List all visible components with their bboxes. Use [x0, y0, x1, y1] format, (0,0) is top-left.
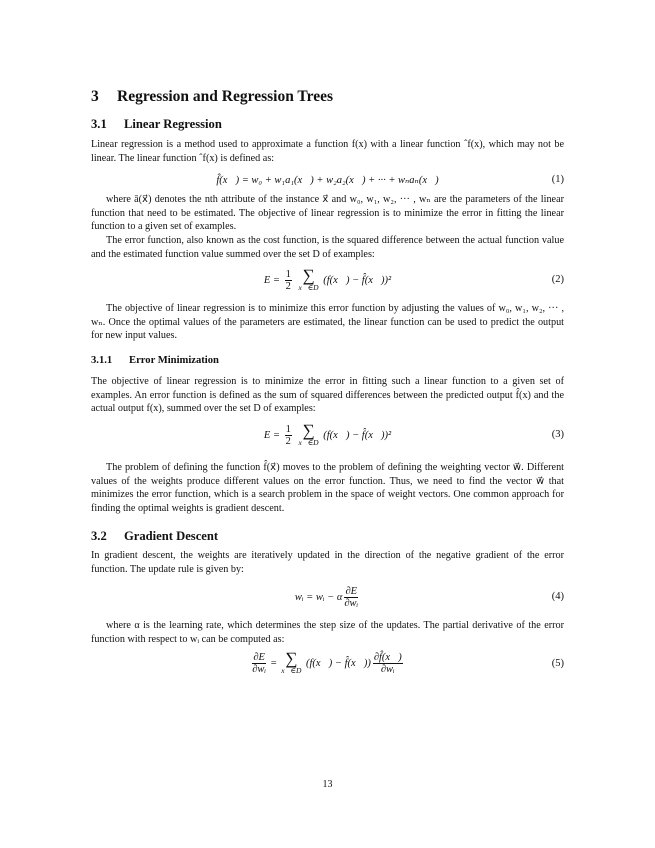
half-numerator: 1 — [285, 269, 291, 280]
paragraph-gradient-descent: In gradient descent, the weights are iteratively updated in the direction of the negative gradient of the error function. The update rule is given by: — [91, 550, 564, 575]
equation-1-body: f̂(x⃗) = w₀ + w₁a₁(x⃗) + w₂a₂(x⃗) + ··· + wₙaₙ(x⃗) — [216, 175, 439, 186]
fraction-denominator: ∂wᵢ — [380, 664, 395, 675]
subsection-number: 3.1 — [91, 117, 107, 131]
sum-symbol: ∑ — [285, 649, 298, 668]
fraction-denominator: ∂wᵢ — [252, 664, 267, 675]
subsection-number: 3.2 — [91, 529, 107, 543]
fraction-numerator: ∂E — [253, 652, 265, 663]
equation-5-body — [91, 651, 564, 676]
equation-3-tag: (3) — [551, 429, 564, 440]
equation-2 — [91, 268, 564, 302]
subsection-heading-linear-regression — [91, 117, 222, 132]
paragraph-weighting-vector: The problem of defining the function f̂(x⃗) moves to the problem of defining the weighting vector w⃗. Different values of the weights produce different values on the error function. Thus, we need to find the vector w⃗ that minimizes the error function, which is a search problem in the space of weight vectors. One common approach for finding the optimal weights is gradient descent. — [91, 462, 564, 514]
paragraph-learning-rate: where α is the learning rate, which determines the step size of the updates. The partial derivative of the error function with respect to wᵢ can be computed as: — [91, 620, 564, 645]
equation-2-rhs: (f(x⃗) − f̂(x⃗))² — [323, 274, 392, 286]
paragraph-attributes: where ā(x⃗) denotes the nth attribute of the instance x⃗ and w₀, w₁, w₂, ··· , wₙ are the parameters of the linear function that need to be estimated. The objective of linear regression is to minimize the error in fitting the linear function to a given set of examples. — [91, 194, 564, 233]
equation-2-tag: (2) — [551, 274, 564, 285]
equation-2-body — [91, 268, 564, 293]
equation-5-rhs-fraction — [373, 652, 403, 675]
fraction-numerator: ∂E — [345, 586, 358, 597]
paragraph-objective: The objective of linear regression is to minimize this error function by adjusting the values of w₀, w₁, w₂, ··· , wₙ. Once the optimal values of the parameters are estimated, the linear function can be used to predict the output for new input values. — [91, 303, 564, 342]
equation-5-sum — [281, 651, 301, 676]
subsubsection-heading-error-minimization — [91, 355, 219, 366]
paragraph-error-minimization: The objective of linear regression is to minimize the error in fitting such a linear function to a given set of examples. An error function is defined as the sum of squared differences between the predicted output f̂(x) and the actual output f(x), summed over the set D of examples: — [91, 376, 564, 415]
subsection-title: Gradient Descent — [124, 529, 219, 543]
equation-4 — [91, 586, 564, 616]
subsection-title: Linear Regression — [124, 117, 222, 131]
paragraph-error-function: The error function, also known as the cost function, is the squared difference between the actual function value and the estimated function value summed over the set D of examples: — [91, 235, 564, 260]
equation-5-equals: = — [270, 657, 277, 669]
fraction-denominator: ∂wᵢ — [344, 598, 359, 609]
equation-5 — [91, 651, 564, 687]
sum-index: x⃗∈D — [281, 666, 302, 675]
equation-2-sum — [298, 268, 318, 293]
equation-2-lhs: E = — [263, 274, 280, 286]
section-heading — [91, 88, 333, 106]
subsection-heading-gradient-descent — [91, 529, 218, 544]
equation-3 — [91, 423, 564, 457]
half-denominator: 2 — [285, 436, 291, 447]
sum-symbol: ∑ — [302, 266, 315, 285]
equation-3-half — [285, 424, 292, 447]
sum-index: x⃗∈D — [298, 283, 319, 292]
half-numerator: 1 — [285, 424, 291, 435]
equation-2-half — [285, 269, 292, 292]
paragraph-intro: Linear regression is a method used to approximate a function f(x) with a linear function ˆf(x), which may not be linear. The linear function ˆf(x) is defined as: — [91, 139, 564, 164]
equation-3-rhs: (f(x⃗) − f̂(x⃗))² — [323, 429, 392, 441]
equation-4-lhs: wᵢ = wᵢ − α — [294, 591, 343, 603]
equation-1-tag: (1) — [551, 174, 564, 185]
equation-3-lhs: E = — [263, 429, 280, 441]
section-number: 3 — [91, 88, 99, 105]
half-denominator: 2 — [285, 281, 291, 292]
equation-5-lhs-fraction — [252, 652, 266, 675]
subsubsection-number: 3.1.1 — [91, 355, 113, 366]
subsubsection-title: Error Minimization — [129, 355, 219, 366]
equation-5-tag: (5) — [551, 658, 564, 669]
sum-index: x⃗∈D — [298, 438, 319, 447]
equation-3-sum — [298, 423, 318, 448]
equation-5-mid: (f(x⃗) − f̂(x⃗)) — [306, 657, 371, 669]
fraction-numerator: ∂f̂(x⃗) — [373, 652, 402, 663]
section-title: Regression and Regression Trees — [117, 88, 334, 105]
equation-4-fraction — [344, 586, 358, 609]
equation-3-body — [91, 423, 564, 448]
page-number: 13 — [322, 779, 333, 790]
equation-4-body — [91, 586, 564, 609]
sum-symbol: ∑ — [302, 421, 315, 440]
equation-4-tag: (4) — [551, 591, 564, 602]
